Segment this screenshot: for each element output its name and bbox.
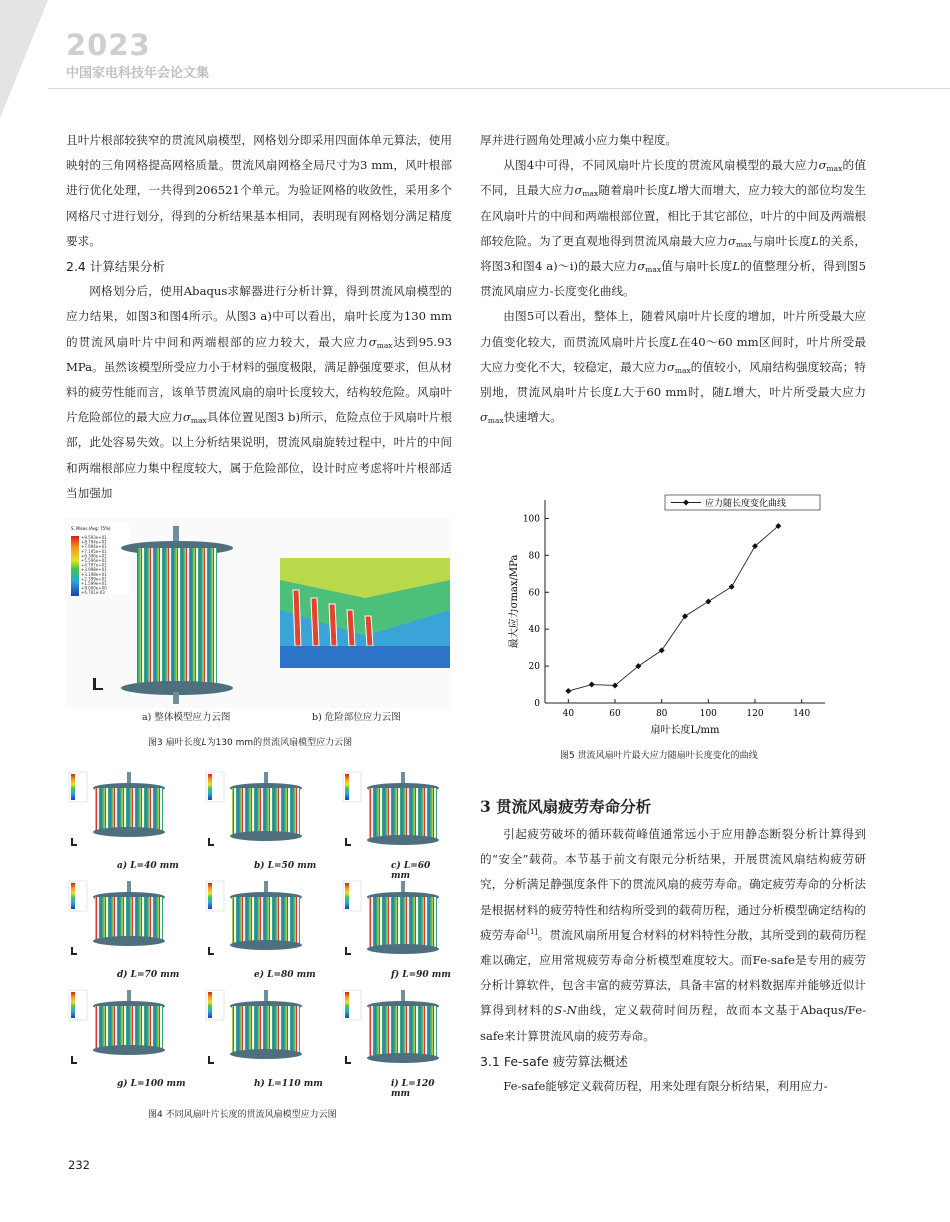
y-tick-label: 20 bbox=[528, 662, 540, 673]
figure-5-chart bbox=[505, 490, 835, 745]
figure-3-panel bbox=[65, 518, 451, 708]
legend-value: +4.797e+01 bbox=[81, 562, 107, 568]
figure-4-sublabel: b) L=50 mm bbox=[254, 861, 317, 871]
stress-contour-thumbnail bbox=[202, 877, 330, 971]
y-tick-label: 0 bbox=[534, 699, 540, 709]
stress-contour-thumbnail bbox=[202, 986, 330, 1080]
left-paragraph-1: 且叶片根部较狭窄的贯流风扇模型，网格划分即采用四面体单元算法，使用映射的三角网格提高网格质量。贯流风扇网格全局尺寸为3 mm，风叶根部进行优化处理，一共得到206521个单元。为验证网格的收敛性，采用多个网格尺寸进行划分，得到的分析结果基本相同，表明现有网格划分满足精度要求。 bbox=[66, 133, 452, 248]
figure-3-image bbox=[65, 518, 451, 708]
legend-value: +7.195e+01 bbox=[81, 548, 107, 554]
right-paragraph-1: 厚并进行圆角处理减小应力集中程度。 bbox=[480, 133, 678, 147]
header-journal: 中国家电科技年会论文集 bbox=[66, 66, 210, 81]
figure-3a-label: a) 整体模型应力云图 bbox=[142, 712, 231, 723]
figure-4-sublabel: c) L=60 mm bbox=[391, 861, 431, 881]
x-tick-label: 100 bbox=[699, 709, 717, 719]
svg-text:S, Mises (Avg: 75%): S, Mises (Avg: 75%) bbox=[71, 526, 111, 531]
y-tick-label: 60 bbox=[528, 588, 540, 599]
x-tick-label: 140 bbox=[793, 709, 811, 719]
stress-contour-thumbnail bbox=[339, 877, 467, 971]
left-column bbox=[66, 128, 452, 506]
stress-contour-thumbnail bbox=[339, 986, 467, 1080]
stress-contour-thumbnail bbox=[339, 768, 467, 862]
figure-4-sublabel: h) L=110 mm bbox=[254, 1079, 323, 1089]
legend-value: +7.994e+01 bbox=[81, 544, 107, 550]
x-tick-label: 40 bbox=[562, 709, 575, 719]
figure-4-sublabel: i) L=120 mm bbox=[391, 1079, 435, 1099]
figure-4-sublabel: a) L=40 mm bbox=[117, 861, 179, 871]
section-heading-3: 3 贯流风扇疲劳寿命分析 bbox=[480, 797, 652, 816]
legend-value: +8.794e+01 bbox=[81, 539, 107, 545]
y-axis-label: 最大应力σmax/MPa bbox=[509, 554, 520, 649]
right-paragraph-4: 引起疲劳破坏的循环载荷峰值通常远小于应用静态断裂分析计算得到的“安全”载荷。本节基于前文有限元分析结果，开展贯流风扇结构疲劳研究，分析满足静强度条件下的贯流风扇的疲劳寿命。确定疲劳寿命的分析法是根据材料的疲劳特性和结构所受到的载荷历程，通过分析模型确定结构的疲劳寿命[1]。贯流风扇所用复合材料的材料特性分散，其所受到的载荷历程难以确定，应用常规疲劳寿命分析模型难度较大。而Fe-safe是专用的疲劳分析计算软件，包含丰富的疲劳算法，具备丰富的材料数据库并能够近似计算得到材料的S-N曲线，定义载荷时间历程，故而本文基于Abaqus/Fe-safe来计算贯流风扇的疲劳寿命。 bbox=[480, 827, 866, 1043]
legend-label: 应力随长度变化曲线 bbox=[705, 499, 787, 509]
data-point bbox=[565, 688, 571, 694]
x-tick-label: 120 bbox=[746, 709, 764, 719]
y-tick-label: 80 bbox=[528, 551, 540, 562]
figure-4-sublabel: e) L=80 mm bbox=[254, 970, 316, 980]
legend-value: +5.596e+01 bbox=[81, 558, 107, 563]
x-tick-label: 80 bbox=[655, 709, 668, 719]
right-paragraph-5: Fe-safe能够定义载荷历程，用来处理有限分析结果，利用应力- bbox=[503, 1079, 828, 1094]
section-heading-3-1: 3.1 Fe-safe 疲劳算法概述 bbox=[480, 1053, 628, 1069]
legend-value: +1.599e+01 bbox=[81, 581, 107, 586]
data-point bbox=[682, 613, 688, 619]
series-line bbox=[568, 526, 778, 691]
legend-value: +6.396e+01 bbox=[81, 553, 107, 559]
figure-4-sublabel: g) L=100 mm bbox=[117, 1079, 186, 1089]
data-point bbox=[589, 682, 595, 688]
legend-value: +8.000e+00 bbox=[81, 585, 107, 591]
x-tick-label: 60 bbox=[609, 709, 621, 719]
stress-contour-thumbnail bbox=[65, 877, 193, 971]
right-paragraph-2: 从图4中可得，不同风扇叶片长度的贯流风扇模型的最大应力$\sigma_{max}$的值不同，且最大应力$\sigma_{max}$随着扇叶长度L增大而增大，应力较大的部位均发生在风扇叶片的中间和两端根部位置，相比于其它部位，叶片的中间及两端根部较危险。为了更直观地得到贯流风扇最大应力$\sigma_{max}$与扇叶长度L的关系，将图3和图4 a)～i)的最大应力$\sigma_{max}$值与扇叶长度L的值整理分析，得到图5贯流风扇应力-长度变化曲线。 bbox=[480, 158, 866, 299]
legend-value: +3.998e+01 bbox=[81, 567, 107, 573]
data-point bbox=[729, 584, 735, 590]
figure-4-caption: 图4 不同风扇叶片长度的贯流风扇模型应力云图 bbox=[148, 1110, 337, 1120]
page-corner-tab bbox=[0, 0, 48, 118]
left-paragraph-2: 网格划分后，使用Abaqus求解器进行分析计算，得到贯流风扇模型的应力结果，如图3和图4所示。从图3 a)中可以看出，扇叶长度为130 mm的贯流风扇叶片中间和两端根部的应力较大，最大应力$\sigma_{max}$达到95.93 MPa。虽然该模型所受应力小于材料的强度极限，满足静强度要求，但从材料的疲劳性能而言，该单节贯流风扇的扇叶长度较大，结构较危险。风扇叶片危险部位的最大应力$\sigma_{max}$具体位置见图3 b)所示，危险点位于风扇叶片根部，此处容易失效。以上分析结果说明，贯流风扇旋转过程中，叶片的中间和两端根部应力集中程度较大，属于危险部位，设计时应考虑将叶片根部适当加强加 bbox=[66, 284, 452, 500]
figure-3b-label: b) 危险部位应力云图 bbox=[312, 712, 401, 723]
figure-4-sublabel: f) L=90 mm bbox=[391, 970, 451, 980]
data-point bbox=[659, 647, 665, 653]
header-year: 2023 bbox=[66, 28, 151, 62]
data-point bbox=[705, 599, 711, 605]
section-heading-2-4: 2.4 计算结果分析 bbox=[66, 259, 165, 275]
legend-value: +2.399e+01 bbox=[81, 576, 107, 582]
stress-contour-thumbnail bbox=[65, 986, 193, 1080]
chart-svg bbox=[505, 490, 835, 745]
header-divider bbox=[48, 88, 950, 89]
stress-contour-thumbnail bbox=[202, 768, 330, 862]
x-axis-label: 扇叶长度L/mm bbox=[650, 725, 720, 736]
legend-value: +9.593e+01 bbox=[81, 535, 107, 540]
right-column-bottom bbox=[480, 792, 866, 1099]
stress-contour-thumbnail bbox=[65, 768, 193, 862]
legend-value: +3.198e+01 bbox=[81, 571, 107, 577]
figure-4-grid bbox=[65, 768, 451, 1098]
figure-5-caption: 图5 贯流风扇叶片最大应力随扇叶长度变化的曲线 bbox=[560, 751, 758, 761]
legend-value: +6.761e-03 bbox=[81, 590, 105, 596]
right-paragraph-3: 由图5可以看出，整体上，随着风扇叶片长度的增加，叶片所受最大应力值变化较大，而贯流风扇叶片长度L在40～60 mm区间时，叶片所受最大应力变化不大，较稳定，最大应力$\sigma_{max}$的值较小，风扇结构强度较高；特别地，贯流风扇叶片长度L大于60 mm时，随L增大，叶片所受最大应力$\sigma_{max}$快速增大。 bbox=[480, 309, 866, 426]
y-tick-label: 100 bbox=[522, 514, 540, 525]
page-number: 232 bbox=[68, 1158, 90, 1172]
y-tick-label: 40 bbox=[528, 625, 540, 636]
figure-4-sublabel: d) L=70 mm bbox=[117, 970, 180, 980]
right-column-top bbox=[480, 128, 866, 430]
figure-3-caption: 图3 扇叶长度L为130 mm的贯流风扇模型应力云图 bbox=[148, 738, 353, 748]
